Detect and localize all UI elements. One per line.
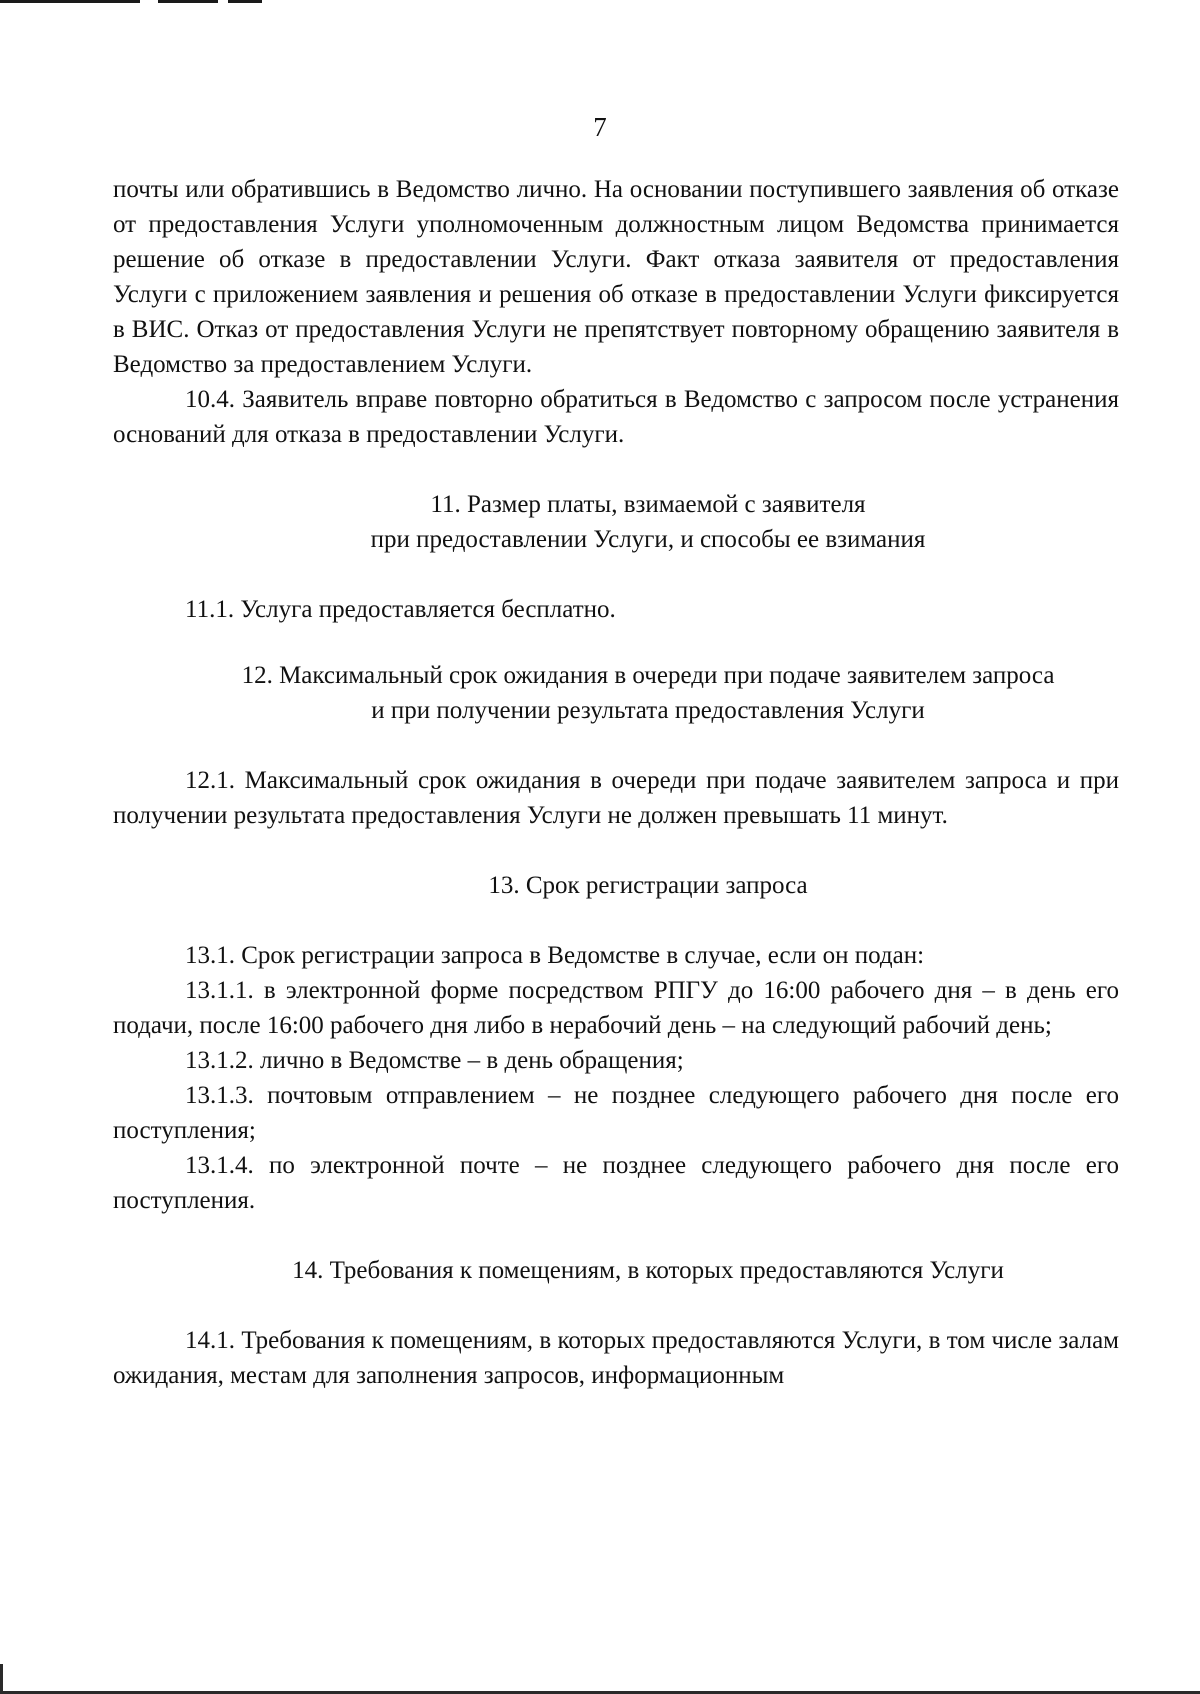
- heading-line: 14. Требования к помещениям, в которых предоставляются Услуги: [292, 1257, 1004, 1284]
- paragraph-continuation: почты или обратившись в Ведомство лично. На основании поступившего заявления об отказе от предоставления Услуги уполномоченным должностным лицом Ведомства принимается решение об отказе в предоставлении Услуги. Факт отказа заявителя от предоставления Услуги с приложением заявления и решения об отказе в предоставлении Услуги фиксируется в ВИС. Отказ от предоставления Услуги не препятствует повторному обращению заявителя в Ведомство за предоставлением Услуги.: [113, 176, 1119, 378]
- heading-line: при предоставлении Услуги, и способы ее взимания: [370, 526, 926, 553]
- scan-edge-mark: [228, 0, 262, 3]
- heading-line: 12. Максимальный срок ожидания в очереди при подаче заявителем запроса: [241, 662, 1055, 689]
- paragraph-14-1: 14.1. Требования к помещениям, в которых предоставляются Услуги, в том числе залам ожидания, местам для заполнения запросов, информационным: [113, 1327, 1119, 1389]
- section-heading-13: [113, 868, 1119, 903]
- heading-line: 11. Размер платы, взимаемой с заявителя: [430, 491, 866, 518]
- paragraph-13-1-1: 13.1.1. в электронной форме посредством РПГУ до 16:00 рабочего дня – в день его подачи, после 16:00 рабочего дня либо в нерабочий день – на следующий рабочий день;: [113, 977, 1119, 1039]
- scan-edge-mark: [0, 0, 140, 3]
- paragraph-12-1: 12.1. Максимальный срок ожидания в очереди при подаче заявителем запроса и при получении результата предоставления Услуги не должен превышать 11 минут.: [113, 767, 1119, 829]
- section-heading-14: [113, 1253, 1119, 1288]
- paragraph-13-1-3: 13.1.3. почтовым отправлением – не позднее следующего рабочего дня после его поступления;: [113, 1082, 1119, 1144]
- paragraph-13-1-2: 13.1.2. лично в Ведомстве – в день обращения;: [185, 1047, 684, 1074]
- paragraph-13-1: 13.1. Срок регистрации запроса в Ведомстве в случае, если он подан:: [185, 942, 925, 969]
- section-heading-11: [113, 487, 1119, 557]
- page-number: 7: [593, 112, 607, 142]
- scan-edge-mark: [158, 0, 218, 3]
- paragraph-10-4: 10.4. Заявитель вправе повторно обратиться в Ведомство с запросом после устранения оснований для отказа в предоставлении Услуги.: [113, 386, 1119, 448]
- heading-line: и при получении результата предоставления Услуги: [371, 697, 925, 724]
- heading-line: 13. Срок регистрации запроса: [488, 872, 808, 899]
- section-heading-12: [113, 658, 1119, 728]
- paragraph-11-1: 11.1. Услуга предоставляется бесплатно.: [185, 596, 616, 623]
- document-body: [113, 172, 1119, 1393]
- scan-edge-mark: [0, 1664, 3, 1694]
- paragraph-13-1-4: 13.1.4. по электронной почте – не позднее следующего рабочего дня после его поступления.: [113, 1152, 1119, 1214]
